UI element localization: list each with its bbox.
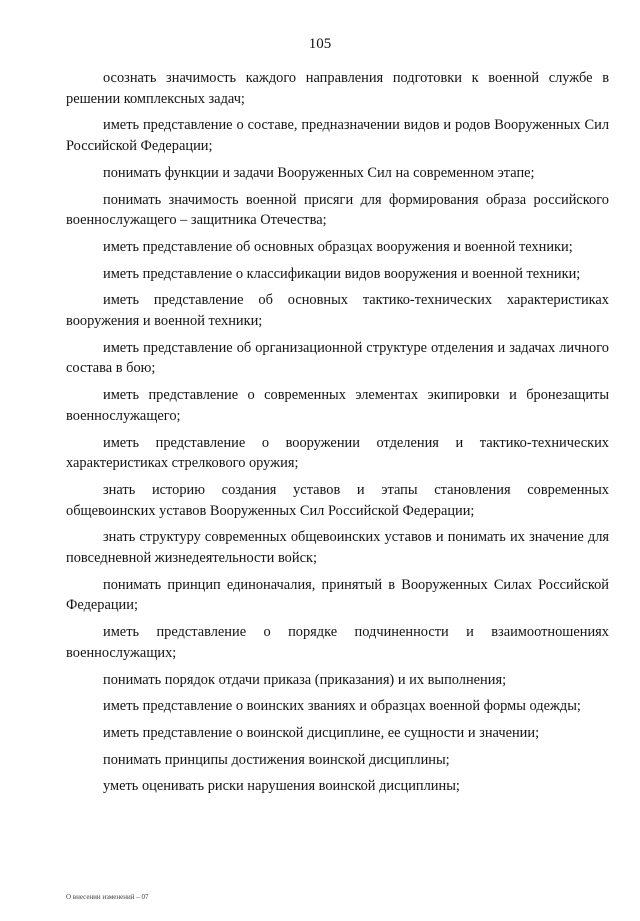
document-footer: О внесении изменений – 07 — [66, 893, 149, 901]
paragraph: знать структуру современных общевоинских уставов и понимать их значение для повседневной жизнедеятельности войск; — [66, 529, 609, 567]
paragraph: иметь представление о классификации видов вооружения и военной техники; — [103, 265, 581, 282]
paragraph: иметь представление о порядке подчиненности и взаимоотношениях военнослужащих; — [66, 624, 609, 661]
paragraph: знать историю создания уставов и этапы становления современных общевоинских уставов Вооруженных Сил Российской Федерации; — [66, 481, 609, 519]
page-number: 105 — [308, 36, 332, 52]
paragraph: иметь представление об основных образцах вооружения и военной техники; — [103, 238, 573, 255]
paragraph: осознать значимость каждого направления подготовки к военной службе в решении комплексных задач; — [66, 70, 609, 107]
paragraph: иметь представление о вооружении отделения и тактико-технических характеристиках стрелкового оружия; — [66, 434, 609, 472]
paragraph: понимать принципы достижения воинской дисциплины; — [103, 751, 450, 768]
paragraph: понимать значимость военной присяги для формирования образа российского военнослужащего – защитника Отечества; — [66, 191, 609, 229]
paragraph: иметь представление об основных тактико-технических характеристиках вооружения и военной техники; — [66, 292, 609, 330]
paragraph: понимать принцип единоначалия, принятый в Вооруженных Силах Российской Федерации; — [66, 576, 609, 614]
paragraph: иметь представление об организационной структуре отделения и задачах личного состава в бою; — [66, 339, 609, 377]
paragraph: понимать порядок отдачи приказа (приказания) и их выполнения; — [103, 671, 507, 688]
paragraph: уметь оценивать риски нарушения воинской дисциплины; — [103, 778, 460, 795]
paragraph: иметь представление о составе, предназначении видов и родов Вооруженных Сил Российской Федерации; — [66, 117, 609, 155]
paragraph: иметь представление о воинской дисциплине, ее сущности и значении; — [103, 724, 540, 741]
paragraph: иметь представление о современных элементах экипировки и бронезащиты военнослужащего; — [66, 387, 609, 424]
paragraph: иметь представление о воинских званиях и образцах военной формы одежды; — [103, 698, 581, 715]
paragraph: понимать функции и задачи Вооруженных Сил на современном этапе; — [103, 164, 535, 181]
document-body — [66, 68, 609, 803]
